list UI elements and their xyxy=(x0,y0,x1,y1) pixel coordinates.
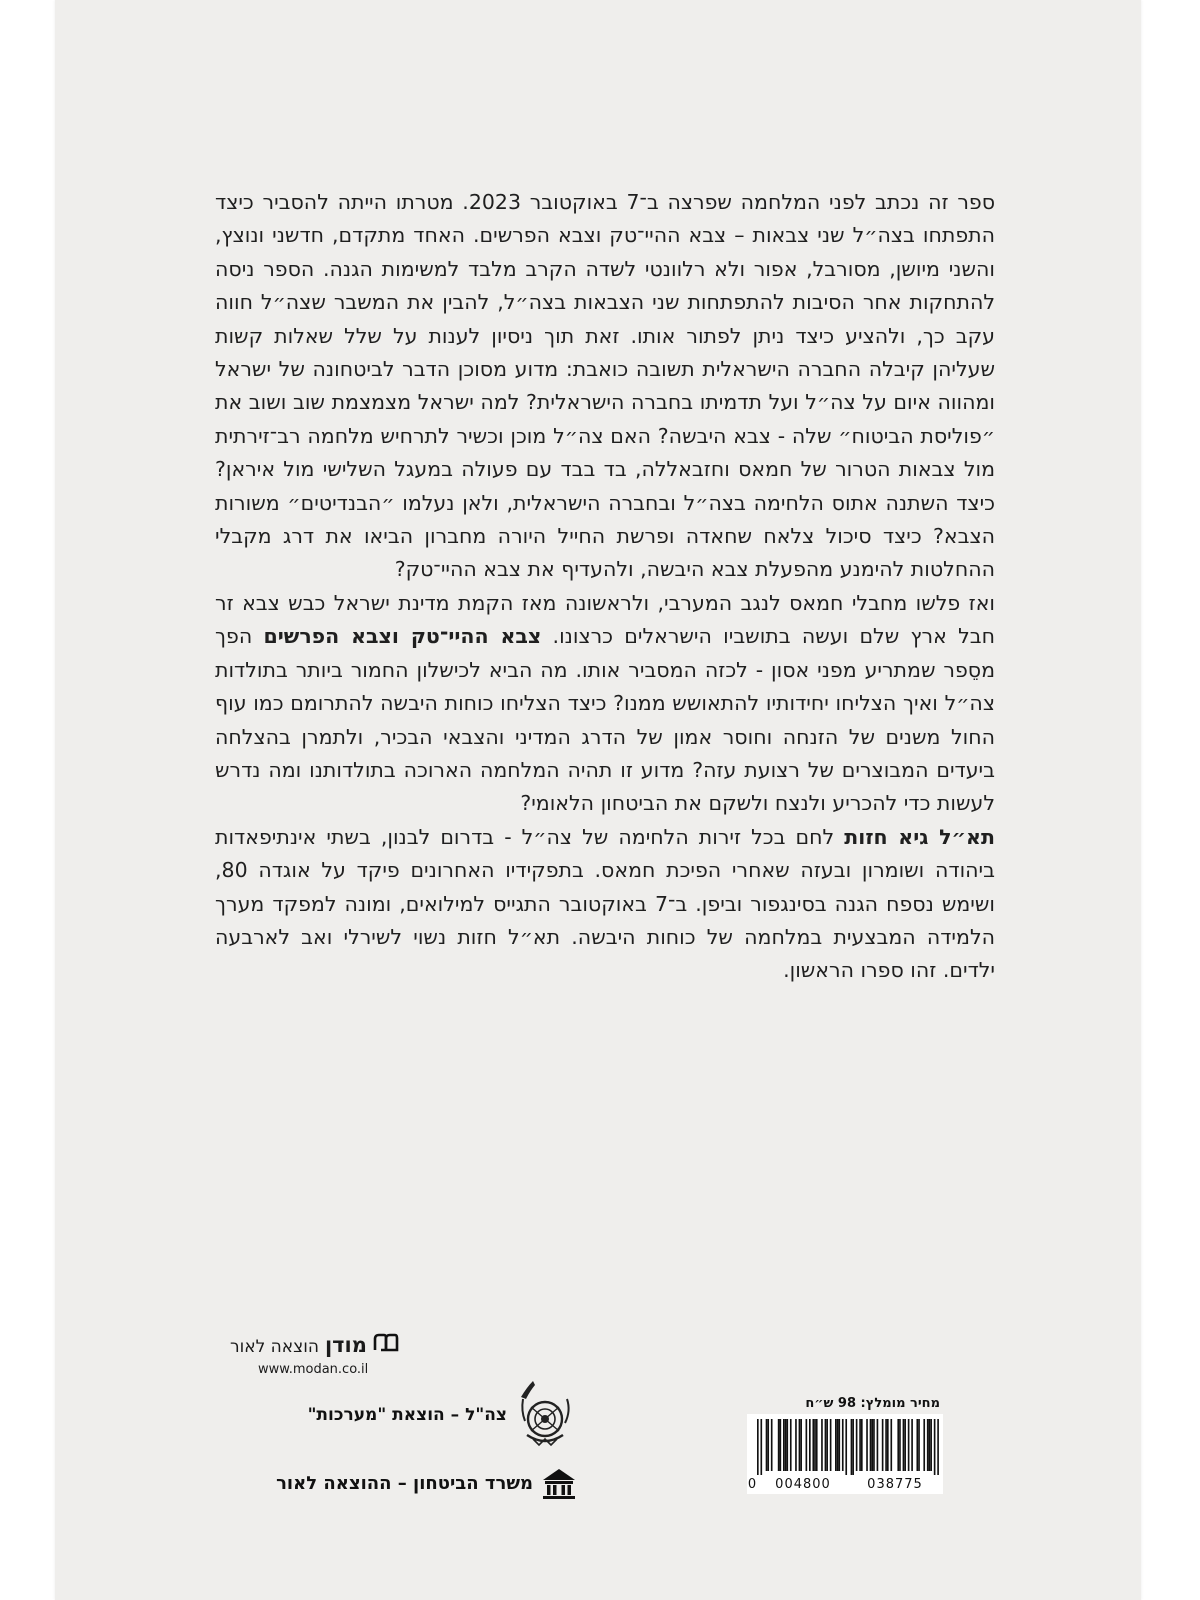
barcode-bar xyxy=(814,1419,816,1471)
ministry-text: משרד הביטחון – ההוצאה לאור xyxy=(276,1472,533,1494)
text-run: הפך מסֵפר שמתריע מפני אסון - לכזה המסביר אותו. מה הביא לכישלון החמור ביותר בתולדות צה״ל ואיך הצליחו יחידותיו להתאושש ממנו? כיצד הצליחו כוחות היבשה להתרומם כמו עוף החול משנים של הזנחה וחוסר אמון של הדרג המדיני והצבאי הבכיר, ולתמרן בהצלחה ביעדים המבוצרים של רצועת עזה? מדוע זו תהיה המלחמה הארוכה בתולדותנו ומה נדרש לעשות כדי להכריע ולנצח ולשקם את הביטחון הלאומי? xyxy=(215,624,995,816)
barcode-bar xyxy=(830,1419,832,1471)
blurb-paragraph-2 xyxy=(215,587,995,821)
barcode-bar xyxy=(825,1419,827,1471)
barcode-bar xyxy=(826,1419,828,1471)
barcode-bar xyxy=(786,1419,788,1471)
modan-url: www.modan.co.il xyxy=(258,1362,369,1377)
maarachot-line xyxy=(232,1377,577,1453)
maarachot-emblem-icon xyxy=(513,1377,577,1453)
barcode-bar xyxy=(911,1419,913,1471)
barcode-bar xyxy=(927,1419,929,1471)
barcode-bar xyxy=(809,1419,811,1471)
barcode-bar xyxy=(800,1419,802,1471)
barcode-bar xyxy=(835,1419,837,1471)
barcode-bar xyxy=(766,1419,768,1471)
modan-subtitle: הוצאה לאור xyxy=(230,1337,319,1357)
barcode-bar xyxy=(882,1419,884,1471)
barcode-bar xyxy=(861,1419,863,1471)
barcode-bar xyxy=(873,1419,875,1471)
barcode-bar xyxy=(838,1419,840,1471)
text-run: לחם בכל זירות הלחימה של צה״ל - בדרום לבנון, בשתי אינתיפאדות ביהודה ושומרון ובעזה שאחרי הפיכת חמאס. בתפקידיו האחרונים פיקד על אוגדה 80, ושימש נספח הגנה בסינגפור וביפן. ב־7 באוקטובר התגייס למילואים, ומונה למפקד מערך הלמידה המבצעית במלחמה של כוחות היבשה. תא״ל חזות נשוי לשירלי ואב לארבעה ילדים. זהו ספרו הראשון. xyxy=(215,824,996,983)
barcode-bar xyxy=(930,1419,932,1471)
barcode-bar xyxy=(821,1419,823,1471)
text-run: ואז פלשו מחבלי חמאס לנגב המערבי, ולראשונה מאז הקמת מדינת ישראל כבש צבא זר חבל ארץ שלם ועשה בתושביו הישראלים כרצונו. xyxy=(215,590,995,649)
blurb-text xyxy=(215,186,995,988)
barcode-lead-digit: 0 xyxy=(747,1477,757,1492)
barcode-bar xyxy=(904,1419,906,1471)
barcode-bar xyxy=(767,1419,769,1471)
barcode-bar xyxy=(785,1419,787,1471)
barcode-bar xyxy=(837,1419,839,1471)
modan-publisher-block xyxy=(230,1333,460,1377)
barcode-bar xyxy=(812,1419,814,1471)
barcode-bar xyxy=(937,1419,939,1475)
barcode-bar xyxy=(897,1419,899,1471)
barcode-bar xyxy=(918,1419,920,1471)
bold-text-run: צבא ההיי־טק וצבא הפרשים xyxy=(263,624,542,649)
barcode-bar xyxy=(780,1419,782,1471)
barcode-bar xyxy=(799,1419,801,1471)
barcode-bar xyxy=(842,1419,844,1471)
barcode-bar xyxy=(870,1419,872,1471)
barcode-bar xyxy=(859,1419,861,1471)
barcode-bar xyxy=(899,1419,901,1471)
barcode-bar xyxy=(816,1419,818,1471)
barcode-bar xyxy=(757,1419,759,1475)
barcode-bar xyxy=(887,1419,889,1471)
modan-name: מודן xyxy=(324,1333,367,1357)
author-bio-paragraph xyxy=(215,821,995,988)
barcode-bar xyxy=(885,1419,887,1471)
barcode-bar xyxy=(783,1419,785,1471)
barcode-bar xyxy=(877,1419,879,1471)
ministry-line xyxy=(232,1466,577,1500)
barcode-bar xyxy=(871,1419,873,1471)
barcode-bar xyxy=(923,1419,925,1471)
barcode-bar xyxy=(934,1419,936,1475)
modan-logo-line xyxy=(230,1333,460,1357)
barcode-bar xyxy=(760,1419,762,1475)
blurb-paragraph-1 xyxy=(215,186,995,587)
barcode-bar xyxy=(795,1419,797,1471)
modan-logo-icon xyxy=(373,1333,399,1352)
barcode-bar xyxy=(856,1419,858,1471)
barcode-bar xyxy=(771,1419,773,1471)
maarachot-text: צה"ל – הוצאת "מערכות" xyxy=(307,1405,507,1425)
barcode xyxy=(747,1414,943,1494)
barcode-bar xyxy=(778,1419,780,1471)
barcode-bar xyxy=(908,1419,910,1471)
barcode-digits xyxy=(747,1477,943,1493)
barcode-bar xyxy=(852,1419,854,1475)
barcode-bar xyxy=(929,1419,931,1471)
barcode-bar xyxy=(845,1419,847,1475)
text-run: ספר זה נכתב לפני המלחמה שפרצה ב־7 באוקטובר 2023. מטרתו הייתה להסביר כיצד התפתחו בצה״ל שני צבאות – צבא ההיי־טק וצבא הפרשים. האחד מתקדם, חדשני ונוצץ, והשני מיושן, מסורבל, אפור ולא רלוונטי לשדה הקרב מלבד למשימות הגנה. הספר ניסה להתחקות אחר הסיבות להתפתחות שני הצבאות בצה״ל, להבין את המשבר שצה״ל חווה עקב כך, ולהציע כיצד ניתן לפתור אותו. זאת תוך ניסיון לענות על שלל שאלות קשות שעליהן קיבלה החברה הישראלית תשובה כואבת: מדוע מסוכן הדבר לביטחונה של ישראל ומהווה איום על צה״ל ועל תדמיתו בחברה הישראלית? למה ישראל מצמצמת שוב ושוב את ״פוליסת הביטוח״ שלה - צבא היבשה? האם צה״ל מוכן וכשיר לתרחיש מלחמה רב־זירתית מול צבאות הטרור של חמאס וחזבאללה, בד בבד עם פעולה במעגל השלישי מול איראן? כיצד השתנה אתוס הלחימה בצה״ל ובחברה הישראלית, ולאן נעלמו ״הבנדיטים״ משורות הצבא? כיצד סיכול צלאח שחאדה ופרשת החייל היורה מחברון הביאו את דרג מקבלי ההחלטות להימנע מהפעלת צבא היבשה, ולהעדיף את צבא ההיי־טק? xyxy=(215,190,995,582)
bold-text-run: תא״ל גיא חזות xyxy=(844,824,995,849)
barcode-left-digits: 004800 xyxy=(775,1477,831,1492)
barcode-bar xyxy=(903,1419,905,1471)
barcode-bars xyxy=(757,1419,939,1475)
barcode-bar xyxy=(916,1419,918,1471)
barcode-bar xyxy=(806,1419,808,1471)
mod-emblem-icon xyxy=(541,1466,577,1500)
price-label: מחיר מומלץ: 98 ש״ח xyxy=(805,1396,940,1411)
barcode-bar xyxy=(890,1419,892,1471)
barcode-bar xyxy=(851,1419,853,1475)
barcode-bar xyxy=(790,1419,792,1471)
barcode-bar xyxy=(866,1419,868,1471)
barcode-right-digits: 038775 xyxy=(867,1477,923,1492)
